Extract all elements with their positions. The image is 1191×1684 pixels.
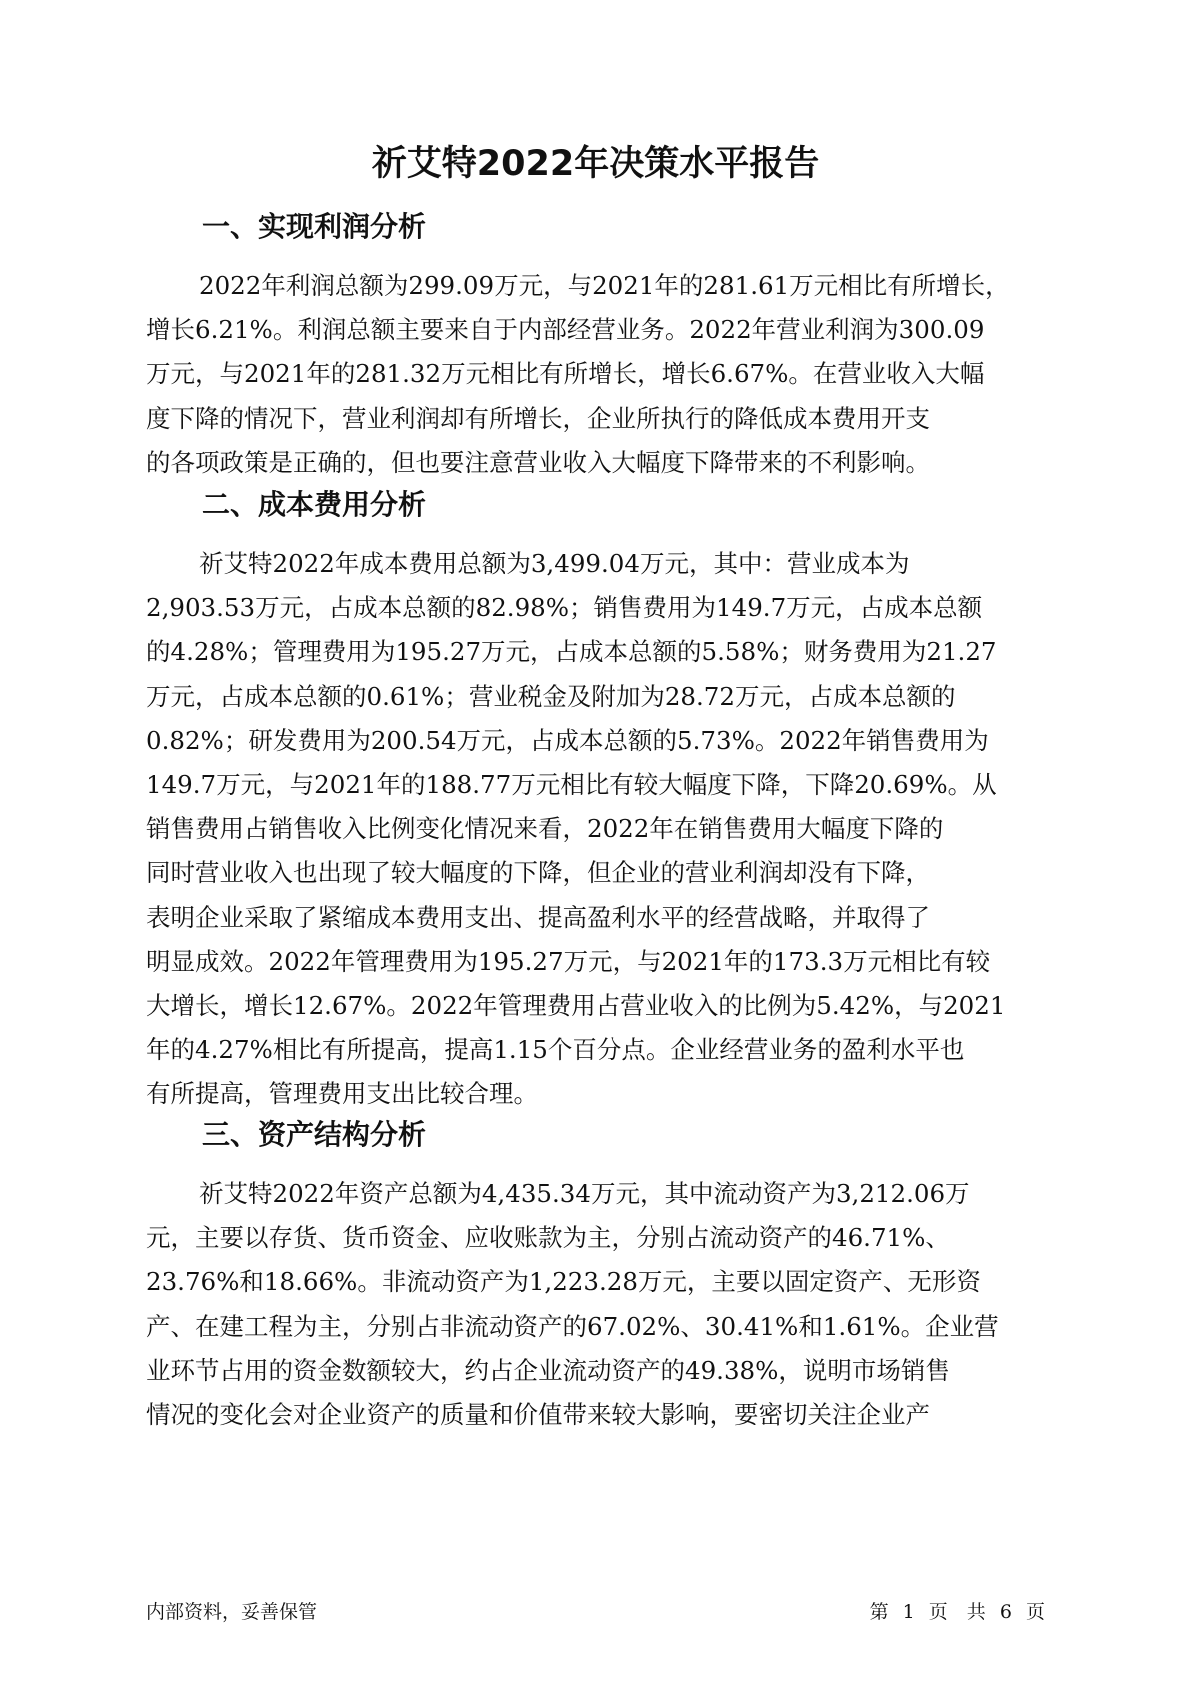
section-heading-cost: 二、成本费用分析 (202, 488, 427, 521)
paragraph-line: 元，主要以存货、货币资金、应收账款为主，分别占流动资产的46.71%、 (146, 1223, 950, 1253)
paragraph-line: 增长6.21%。利润总额主要来自于内部经营业务。2022年营业利润为300.09 (146, 315, 985, 345)
section-body-profit (146, 264, 1046, 485)
paragraph-line: 表明企业采取了紧缩成本费用支出、提高盈利水平的经营战略，并取得了 (146, 902, 930, 932)
paragraph-line: 业环节占用的资金数额较大，约占企业流动资产的49.38%，说明市场销售 (146, 1355, 950, 1385)
page-prefix: 第 (869, 1601, 889, 1623)
document-title: 祈艾特2022年决策水平报告 (371, 144, 820, 184)
section-heading-profit: 一、实现利润分析 (202, 210, 427, 243)
paragraph-line: 情况的变化会对企业资产的质量和价值带来较大影响，要密切关注企业产 (146, 1400, 930, 1430)
paragraph-line: 2022年利润总额为299.09万元，与2021年的281.61万元相比有所增长， (199, 271, 1010, 300)
paragraph-line: 产、在建工程为主，分别占非流动资产的67.02%、30.41%和1.61%。企业营 (146, 1311, 999, 1341)
paragraph-line: 149.7万元，与2021年的188.77万元相比有较大幅度下降，下降20.69%。从 (146, 770, 997, 800)
paragraph-line: 明显成效。2022年管理费用为195.27万元，与2021年的173.3万元相比有较 (146, 946, 991, 976)
section-body-assets (146, 1172, 1046, 1437)
footer-confidential-note: 内部资料，妥善保管 (146, 1601, 318, 1623)
page-current: 1 (902, 1601, 915, 1623)
paragraph-line: 万元，与2021年的281.32万元相比有所增长，增长6.67%。在营业收入大幅 (146, 359, 985, 389)
page-total: 6 (999, 1601, 1012, 1623)
page-mid: 页 共 (928, 1601, 986, 1623)
paragraph-line: 祈艾特2022年成本费用总额为3,499.04万元，其中：营业成本为 (199, 549, 910, 578)
paragraph-line: 2,903.53万元，占成本总额的82.98%；销售费用为149.7万元，占成本总额 (146, 593, 983, 623)
paragraph-line: 万元，占成本总额的0.61%；营业税金及附加为28.72万元，占成本总额的 (146, 681, 956, 711)
paragraph-line: 年的4.27%相比有所提高，提高1.15个百分点。企业经营业务的盈利水平也 (146, 1035, 965, 1065)
paragraph-line: 的4.28%；管理费用为195.27万元，占成本总额的5.58%；财务费用为21.27 (146, 637, 997, 667)
paragraph-line: 0.82%；研发费用为200.54万元，占成本总额的5.73%。2022年销售费用为 (146, 725, 989, 755)
paragraph-line: 祈艾特2022年资产总额为4,435.34万元，其中流动资产为3,212.06万 (199, 1179, 970, 1208)
paragraph-line: 有所提高，管理费用支出比较合理。 (146, 1079, 538, 1109)
footer-page-number (870, 1599, 1045, 1625)
paragraph-line: 同时营业收入也出现了较大幅度的下降，但企业的营业利润却没有下降， (146, 858, 930, 888)
section-heading-assets: 三、资产结构分析 (202, 1118, 427, 1151)
paragraph-line: 的各项政策是正确的，但也要注意营业收入大幅度下降带来的不利影响。 (146, 447, 930, 477)
paragraph-line: 销售费用占销售收入比例变化情况来看，2022年在销售费用大幅度下降的 (146, 814, 944, 844)
section-body-cost (146, 542, 1046, 1117)
paragraph-line: 23.76%和18.66%。非流动资产为1,223.28万元，主要以固定资产、无形资 (146, 1267, 981, 1297)
paragraph-line: 大增长，增长12.67%。2022年管理费用占营业收入的比例为5.42%，与2021 (146, 991, 1006, 1021)
page-suffix: 页 (1025, 1601, 1045, 1623)
paragraph-line: 度下降的情况下，营业利润却有所增长，企业所执行的降低成本费用开支 (146, 403, 930, 433)
